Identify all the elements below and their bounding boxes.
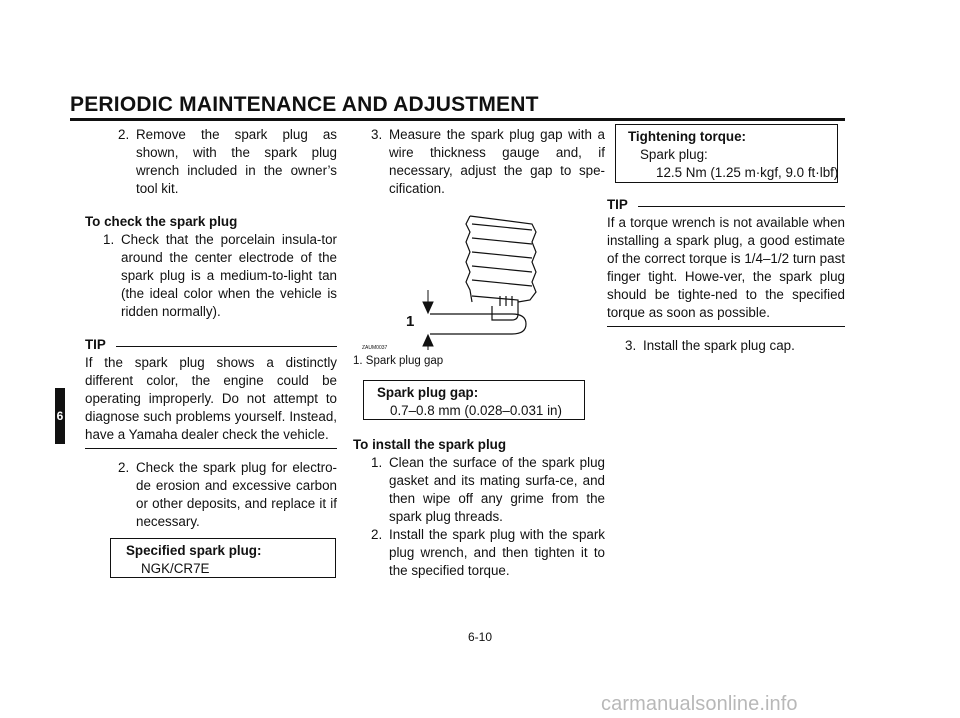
install-heading: To install the spark plug xyxy=(353,437,507,452)
figure-callout: 1 xyxy=(406,313,415,330)
step-number: 1. xyxy=(371,455,383,470)
step-number: 3. xyxy=(625,338,637,353)
spec-value: 0.7–0.8 mm (0.028–0.031 in) xyxy=(390,403,562,418)
cap-step xyxy=(607,337,845,355)
plug-body xyxy=(472,296,518,320)
torque-spec-box xyxy=(615,124,838,183)
step-text: Install the spark plug cap. xyxy=(643,338,795,353)
figure-code: ZAUM0037 xyxy=(362,345,388,351)
page-number: 6-10 xyxy=(467,630,493,644)
tip-header xyxy=(85,336,337,354)
spec-item: Spark plug: xyxy=(640,147,708,162)
step-number: 2. xyxy=(118,460,130,475)
remove-step xyxy=(85,126,337,198)
ground-electrode xyxy=(430,314,526,334)
check-step-2 xyxy=(85,459,337,531)
page-header-title: PERIODIC MAINTENANCE AND ADJUSTMENT xyxy=(70,93,539,116)
spec-label: Specified spark plug: xyxy=(126,543,262,558)
gap-spec-box xyxy=(363,380,585,420)
tip-label: TIP xyxy=(607,197,628,212)
spec-value: NGK/CR7E xyxy=(141,561,210,576)
check-heading: To check the spark plug xyxy=(85,214,238,229)
install-section xyxy=(353,436,605,580)
tip-header xyxy=(607,196,845,214)
step-number: 2. xyxy=(118,127,130,142)
check-step-1 xyxy=(85,231,337,321)
step-text: Check that the porcelain insula-tor around the center electrode of the spark plug is a medium-to-light tan (the ideal color when the vehicle is ridden normally). xyxy=(121,232,337,319)
spark-plug-gap-figure xyxy=(362,210,542,351)
tip-block-2 xyxy=(607,196,845,355)
step-number: 1. xyxy=(103,232,115,247)
step-text: Install the spark plug with the spark plug wrench, and then tighten it to the specified torque. xyxy=(389,527,605,578)
spec-label: Tightening torque: xyxy=(628,129,747,144)
chapter-tab: 6 xyxy=(55,388,65,444)
step-text: Check the spark plug for electro-de erosion and excessive carbon or other deposits, and replace it if necessary. xyxy=(136,460,337,529)
tip-text: If the spark plug shows a distinctly different color, the engine could be operating improperly. Do not attempt to diagnose such problems yourself. Instead, have a Yamaha dealer check the vehicle. xyxy=(85,355,337,442)
tip-end-rule xyxy=(85,448,337,449)
spec-label: Spark plug gap: xyxy=(377,385,479,400)
tip-text: If a torque wrench is not available when installing a spark plug, a good estimate of the correct torque is 1/4–1/2 turn past finger tight. Howe-ver, the spark plug should be tighte-ned to the specified torque as soon as possible. xyxy=(607,215,845,320)
tip-rule xyxy=(638,206,845,207)
step-text: Measure the spark plug gap with a wire thickness gauge and, if necessary, adjust the gap to spe-cification. xyxy=(389,127,605,196)
spec-value: 12.5 Nm (1.25 m·kgf, 9.0 ft·lbf) xyxy=(656,165,839,180)
header-rule xyxy=(70,118,845,121)
figure-caption: 1. Spark plug gap xyxy=(353,355,444,367)
install-step-2 xyxy=(353,526,605,580)
step-text: Remove the spark plug as shown, with the spark plug wrench included in the owner’s tool kit. xyxy=(136,127,337,196)
specified-plug-box xyxy=(110,538,336,578)
column-1 xyxy=(85,126,337,531)
tip-end-rule xyxy=(607,326,845,327)
tip-rule xyxy=(116,346,337,347)
watermark-text: carmanualsonline.info xyxy=(601,693,798,715)
step-number: 3. xyxy=(371,127,383,142)
measure-step xyxy=(353,126,605,198)
step-text: Clean the surface of the spark plug gasket and its mating surfa-ce, and then wipe off any grime from the spark plug threads. xyxy=(389,455,605,524)
tip-block xyxy=(85,336,337,449)
tip-label: TIP xyxy=(85,337,106,352)
column-2 xyxy=(353,126,605,198)
step-number: 2. xyxy=(371,527,383,542)
install-step-1 xyxy=(353,454,605,526)
